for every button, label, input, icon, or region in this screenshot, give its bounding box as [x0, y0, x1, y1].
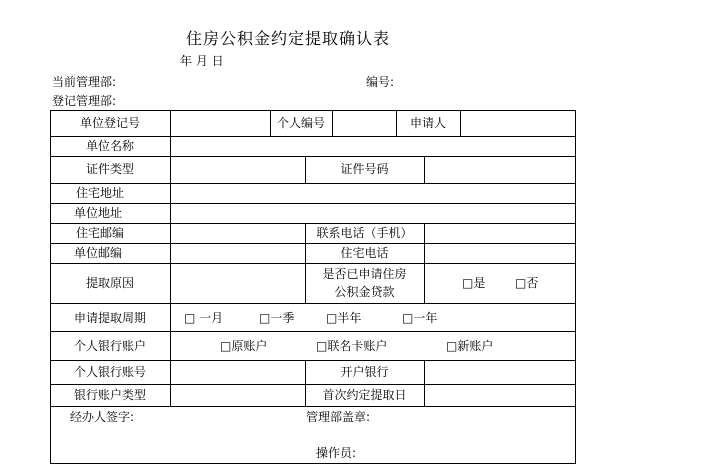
row-line: [50, 406, 576, 407]
col-line: [332, 110, 333, 136]
handler-sign: 经办人签字:: [70, 410, 135, 424]
label-reason: 提取原因: [85, 276, 134, 290]
row-line: [50, 183, 576, 184]
period-option-year[interactable]: □一年: [402, 311, 438, 325]
account-option-new[interactable]: □新账户: [446, 339, 494, 353]
row-line: [50, 331, 576, 332]
label-first-date: 首次约定提取日: [322, 388, 407, 402]
checkbox-yes[interactable]: □是: [462, 276, 486, 290]
period-option-month[interactable]: □ 一月: [184, 311, 224, 325]
page-title: 住房公积金约定提取确认表: [186, 29, 391, 48]
label-loan-question-2: 公积金贷款: [334, 285, 395, 299]
label-account-type: 银行账户类型: [73, 388, 146, 402]
period-option-half-year[interactable]: □半年: [326, 311, 362, 325]
col-line: [424, 223, 425, 303]
row-line: [50, 263, 576, 264]
col-line: [460, 110, 461, 136]
dept-seal: 管理部盖章:: [306, 410, 371, 424]
label-personal-no: 个人编号: [276, 116, 325, 130]
label-home-postcode: 住宅邮编: [75, 226, 124, 240]
dept-label: 当前管理部:: [52, 75, 117, 89]
label-bank-account: 个人银行账户: [73, 339, 146, 353]
label-unit-name: 单位名称: [85, 139, 134, 153]
label-unit-postcode: 单位邮编: [73, 246, 122, 260]
label-home-address: 住宅地址: [75, 186, 124, 200]
label-period: 申请提取周期: [73, 311, 146, 325]
reg-dept-label: 登记管理部:: [52, 94, 117, 108]
row-line: [50, 384, 576, 385]
checkbox-no[interactable]: □否: [515, 276, 539, 290]
label-id-number: 证件号码: [340, 162, 389, 176]
label-bank-account-no: 个人银行账号: [73, 365, 146, 379]
label-home-phone: 住宅电话: [340, 246, 389, 260]
date-line: 年 月 日: [180, 54, 224, 68]
row-line: [50, 360, 576, 361]
col-line: [424, 360, 425, 406]
account-option-joint-card[interactable]: □联名卡账户: [316, 339, 388, 353]
row-line: [50, 156, 576, 157]
account-option-original[interactable]: □原账户: [220, 339, 268, 353]
label-unit-reg-no: 单位登记号: [79, 116, 140, 130]
row-line: [50, 136, 576, 137]
period-option-quarter[interactable]: □一季: [259, 311, 295, 325]
label-id-type: 证件类型: [85, 162, 134, 176]
row-line: [50, 243, 576, 244]
label-loan-question-1: 是否已申请住房: [322, 267, 407, 281]
label-bank-name: 开户银行: [340, 365, 389, 379]
row-line: [50, 303, 576, 304]
row-line: [50, 203, 576, 204]
col-line: [170, 110, 171, 406]
label-applicant: 申请人: [409, 116, 446, 130]
number-label: 编号:: [366, 75, 395, 89]
col-line: [424, 156, 425, 183]
label-unit-address: 单位地址: [73, 206, 122, 220]
operator: 操作员:: [316, 446, 357, 460]
row-line: [50, 223, 576, 224]
label-contact-phone: 联系电话（手机）: [316, 226, 413, 240]
